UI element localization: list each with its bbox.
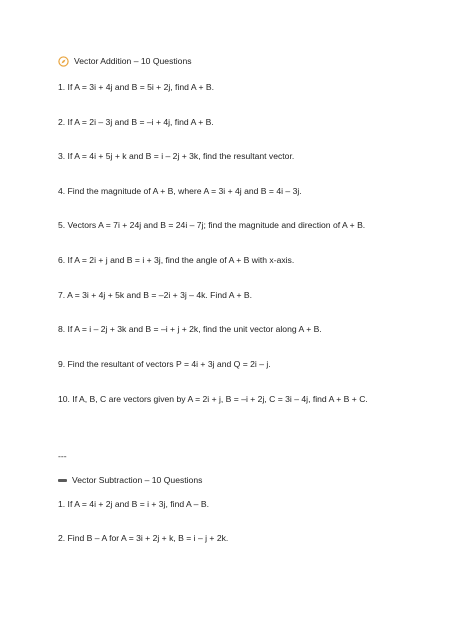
question-add-3: 3. If A = 4i + 5j + k and B = i – 2j + 3k, find the resultant vector.	[58, 151, 295, 161]
question-add-7: 7. A = 3i + 4j + 5k and B = –2i + 3j – 4k. Find A + B.	[58, 290, 252, 300]
question-sub-2: 2. Find B – A for A = 3i + 2j + k, B = i – j + 2k.	[58, 533, 229, 543]
question-add-6: 6. If A = 2i + j and B = i + 3j, find the angle of A + B with x-axis.	[58, 255, 295, 265]
minus-icon	[58, 479, 67, 482]
question-add-10: 10. If A, B, C are vectors given by A = 2i + j, B = –i + 2j, C = 3i – 4j, find A + B + C.	[58, 394, 368, 404]
question-add-5: 5. Vectors A = 7i + 24j and B = 24i – 7j; find the magnitude and direction of A + B.	[58, 220, 366, 230]
section-heading-addition	[58, 56, 192, 67]
question-add-9: 9. Find the resultant of vectors P = 4i + 3j and Q = 2i – j.	[58, 359, 271, 369]
section-separator: ---	[58, 451, 67, 461]
question-add-1: 1. If A = 3i + 4j and B = 5i + 2j, find A + B.	[58, 82, 214, 92]
section-heading-subtraction	[58, 475, 202, 486]
compass-icon	[58, 56, 69, 67]
section-title-addition: Vector Addition – 10 Questions	[74, 56, 192, 66]
question-sub-1: 1. If A = 4i + 2j and B = i + 3j, find A – B.	[58, 499, 209, 509]
section-title-subtraction: Vector Subtraction – 10 Questions	[72, 475, 203, 485]
question-add-8: 8. If A = i – 2j + 3k and B = –i + j + 2k, find the unit vector along A + B.	[58, 324, 322, 334]
question-add-2: 2. If A = 2i – 3j and B = –i + 4j, find A + B.	[58, 117, 214, 127]
question-add-4: 4. Find the magnitude of A + B, where A = 3i + 4j and B = 4i – 3j.	[58, 186, 302, 196]
